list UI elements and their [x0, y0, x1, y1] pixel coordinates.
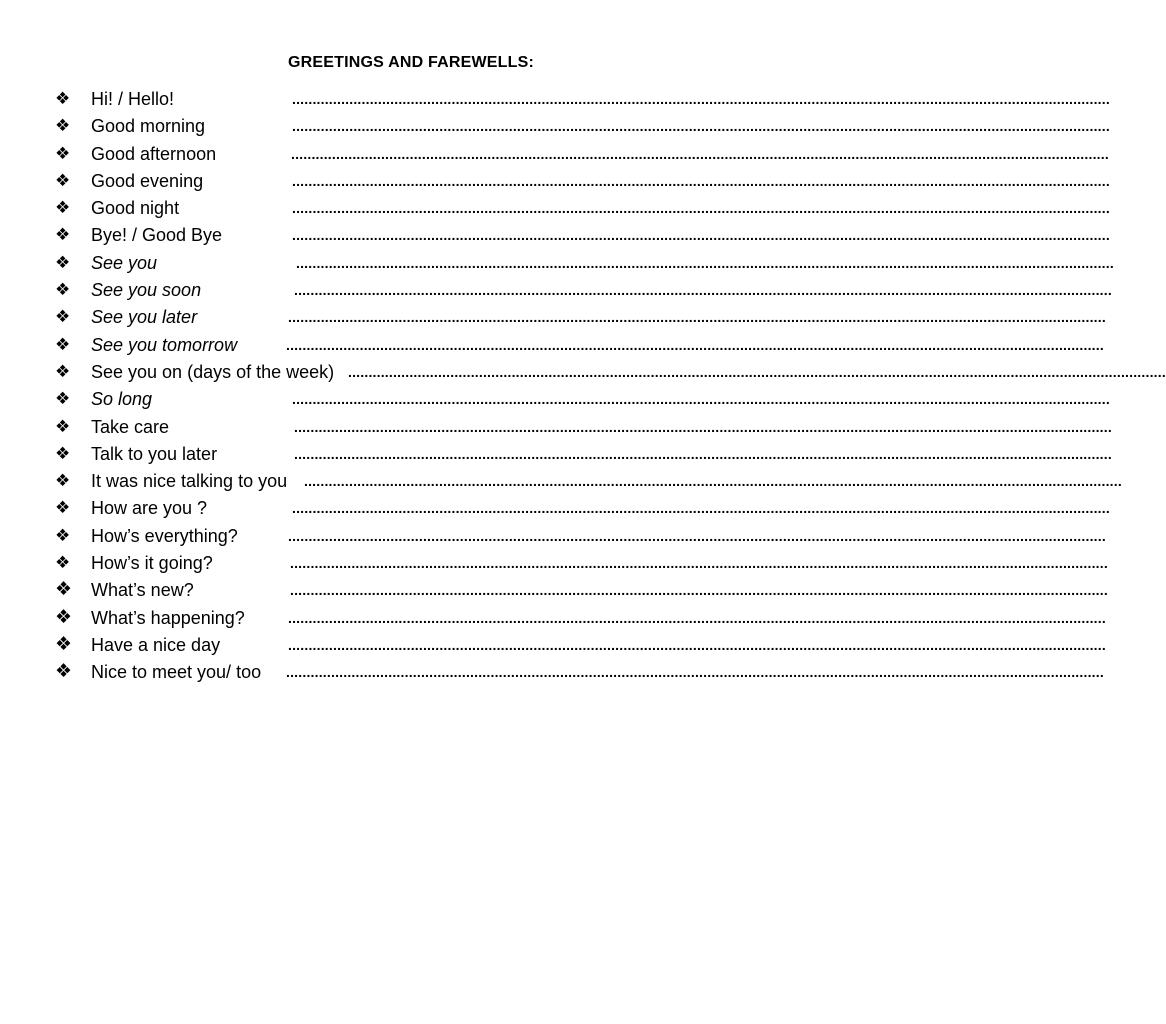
diamond-bullet-icon: ❖ [55, 280, 71, 301]
list-item [0, 496, 1110, 523]
phrase-label: How are you ? [91, 498, 208, 519]
phrase-label: Good afternoon [91, 143, 217, 164]
phrase-label: Good evening [91, 170, 204, 191]
list-item [0, 251, 1114, 278]
phrase-label: Talk to you later [91, 443, 218, 464]
list-item [0, 87, 1110, 114]
list-item [0, 142, 1109, 169]
phrase-label: How’s everything? [91, 525, 238, 546]
list-item [0, 114, 1110, 141]
answer-blank-dots[interactable]: ........................................................................................................................................................................................................ [292, 172, 1110, 189]
diamond-bullet-icon: ❖ [55, 632, 73, 655]
diamond-bullet-icon: ❖ [55, 525, 71, 546]
diamond-bullet-icon: ❖ [55, 334, 71, 355]
list-item [0, 415, 1112, 442]
diamond-bullet-icon: ❖ [55, 416, 71, 437]
diamond-bullet-icon: ❖ [55, 443, 71, 464]
answer-blank-dots[interactable]: ........................................................................................................................................................................................................ [288, 309, 1106, 326]
answer-blank-dots[interactable]: ........................................................................................................................................................................................................ [292, 200, 1110, 217]
diamond-bullet-icon: ❖ [55, 660, 73, 683]
diamond-bullet-icon: ❖ [55, 498, 71, 519]
answer-blank-dots[interactable]: ........................................................................................................................................................................................................ [292, 391, 1110, 408]
answer-blank-dots[interactable]: ........................................................................................................................................................................................................ [290, 555, 1108, 572]
list-item [0, 305, 1106, 332]
answer-blank-dots[interactable]: ........................................................................................................................................................................................................ [288, 527, 1106, 544]
diamond-bullet-icon: ❖ [55, 252, 71, 273]
diamond-bullet-icon: ❖ [55, 605, 73, 628]
answer-blank-dots[interactable]: ........................................................................................................................................................................................................ [348, 363, 1166, 380]
list-item [0, 333, 1104, 360]
diamond-bullet-icon: ❖ [55, 389, 71, 410]
phrase-label: See you later [91, 307, 198, 328]
answer-blank-dots[interactable]: ........................................................................................................................................................................................................ [294, 418, 1112, 435]
list-item [0, 278, 1112, 305]
list-item [0, 605, 1106, 633]
list-item [0, 632, 1106, 660]
answer-blank-dots[interactable]: ........................................................................................................................................................................................................ [294, 282, 1112, 299]
phrase-label: What’s happening? [91, 607, 245, 628]
phrase-label: Take care [91, 416, 170, 437]
list-item [0, 196, 1110, 223]
phrase-label: Good morning [91, 116, 206, 137]
phrase-label: So long [91, 389, 153, 410]
diamond-bullet-icon: ❖ [55, 553, 71, 574]
answer-blank-dots[interactable]: ........................................................................................................................................................................................................ [288, 636, 1106, 653]
diamond-bullet-icon: ❖ [55, 307, 71, 328]
diamond-bullet-icon: ❖ [55, 225, 71, 246]
diamond-bullet-icon: ❖ [55, 471, 71, 492]
list-item [0, 387, 1110, 414]
answer-blank-dots[interactable]: ........................................................................................................................................................................................................ [292, 91, 1110, 107]
list-item [0, 360, 1166, 387]
phrase-list [0, 87, 1166, 688]
answer-blank-dots[interactable]: ........................................................................................................................................................................................................ [294, 445, 1112, 462]
phrase-label: See you soon [91, 280, 202, 301]
phrase-label: See you [91, 252, 158, 273]
list-item [0, 578, 1108, 605]
diamond-bullet-icon: ❖ [55, 143, 71, 164]
answer-blank-dots[interactable]: ........................................................................................................................................................................................................ [296, 254, 1114, 271]
diamond-bullet-icon: ❖ [55, 116, 71, 137]
phrase-label: Bye! / Good Bye [91, 225, 223, 246]
phrase-label: Good night [91, 198, 180, 219]
list-item [0, 469, 1122, 496]
phrase-label: Have a nice day [91, 634, 221, 655]
answer-blank-dots[interactable]: ........................................................................................................................................................................................................ [286, 664, 1104, 681]
diamond-bullet-icon: ❖ [55, 578, 73, 601]
list-item [0, 223, 1110, 250]
phrase-label: See you tomorrow [91, 334, 238, 355]
answer-blank-dots[interactable]: ........................................................................................................................................................................................................ [286, 336, 1104, 353]
diamond-bullet-icon: ❖ [55, 170, 71, 191]
phrase-label: See you on (days of the week) [91, 361, 335, 382]
list-item [0, 551, 1108, 578]
answer-blank-dots[interactable]: ........................................................................................................................................................................................................ [292, 227, 1110, 244]
list-item [0, 169, 1110, 196]
phrase-label: Nice to meet you/ too [91, 662, 262, 683]
list-item [0, 660, 1104, 687]
answer-blank-dots[interactable]: ........................................................................................................................................................................................................ [292, 500, 1110, 517]
answer-blank-dots[interactable]: ........................................................................................................................................................................................................ [291, 145, 1109, 162]
phrase-label: What’s new? [91, 580, 194, 601]
phrase-label: It was nice talking to you [91, 471, 288, 492]
diamond-bullet-icon: ❖ [55, 198, 71, 219]
list-item [0, 524, 1106, 551]
list-item [0, 442, 1112, 469]
phrase-label: Hi! / Hello! [91, 89, 175, 109]
answer-blank-dots[interactable]: ........................................................................................................................................................................................................ [290, 582, 1108, 599]
worksheet-title: GREETINGS AND FAREWELLS: [288, 54, 534, 71]
answer-blank-dots[interactable]: ........................................................................................................................................................................................................ [292, 118, 1110, 135]
diamond-bullet-icon: ❖ [55, 361, 71, 382]
answer-blank-dots[interactable]: ........................................................................................................................................................................................................ [304, 473, 1122, 490]
diamond-bullet-icon: ❖ [55, 89, 71, 109]
phrase-label: How’s it going? [91, 553, 213, 574]
answer-blank-dots[interactable]: ........................................................................................................................................................................................................ [288, 609, 1106, 626]
